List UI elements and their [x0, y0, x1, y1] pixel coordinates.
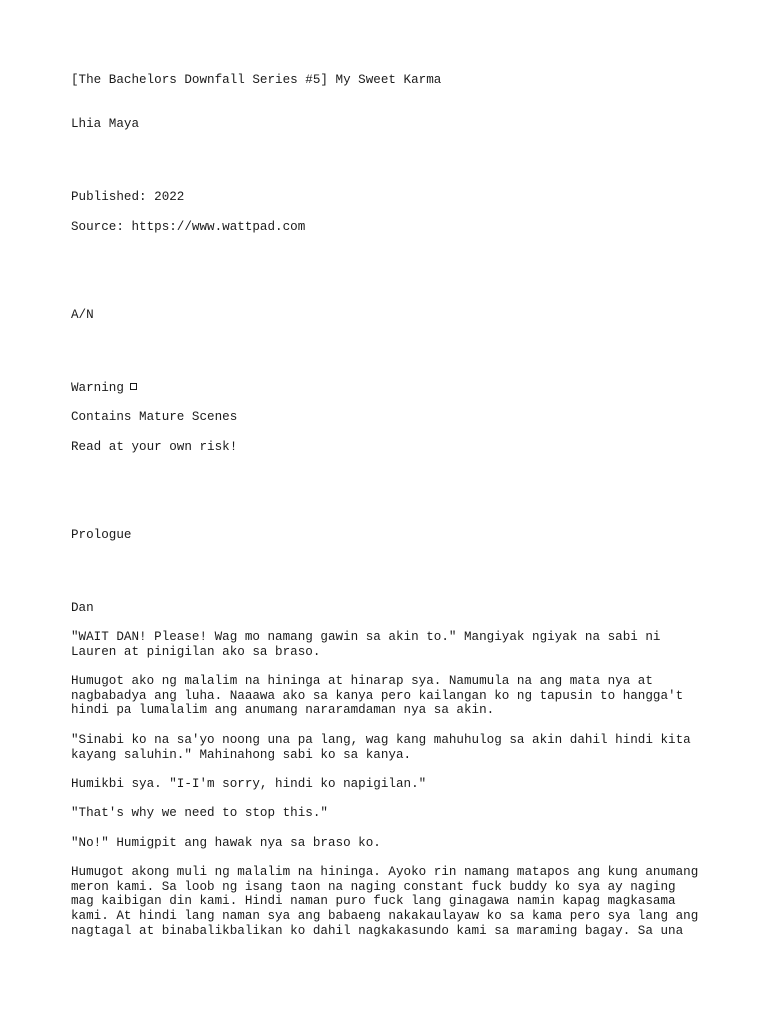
source-line: Source: https://www.wattpad.com — [71, 220, 306, 234]
paragraph: Humugot akong muli ng malalim na hininga. Ayoko rin namang matapos ang kung anumang meron kami. Sa loob ng isang taon na naging constant fuck buddy ko sya ay naging mag kaibigan din kami. Hindi naman puro fuck lang ginagawa namin kapag magkasama kami. At hindi lang naman sya ang babaeng nakakaulayaw ko sa kama pero sya lang ang nagtagal at binabalikbalikan ko dahil nagkakasundo kami sa maraming bagay. Sa una — [71, 865, 699, 938]
warning-icon — [130, 383, 137, 390]
published-line: Published: 2022 — [71, 190, 185, 204]
paragraph: Humikbi sya. "I-I'm sorry, hindi ko napigilan." — [71, 777, 427, 791]
chapter-heading: Prologue — [71, 528, 132, 542]
paragraph: "Sinabi ko na sa'yo noong una pa lang, wag kang mahuhulog sa akin dahil hindi kita kayang saluhin." Mahinahong sabi ko sa kanya. — [71, 733, 691, 762]
author-note-heading: A/N — [71, 308, 94, 322]
paragraph: Humugot ako ng malalim na hininga at hinarap sya. Namumula na ang mata nya at nagbabadya ang luha. Naaawa ako sa kanya pero kailangan ko ng tapusin to hangga't hindi pa lumalalim ang anumang nararamdaman nya sa akin. — [71, 674, 684, 718]
paragraph: "WAIT DAN! Please! Wag mo namang gawin sa akin to." Mangiyak ngiyak na sabi ni Lauren at pinigilan ako sa braso. — [71, 630, 661, 659]
paragraph: "That's why we need to stop this." — [71, 806, 328, 820]
pov-label: Dan — [71, 601, 94, 615]
risk-notice: Read at your own risk! — [71, 440, 238, 454]
author-name: Lhia Maya — [71, 117, 140, 131]
mature-notice: Contains Mature Scenes — [71, 410, 238, 424]
warning-line — [71, 381, 711, 396]
warning-label: Warning — [71, 381, 124, 395]
paragraph: "No!" Humigpit ang hawak nya sa braso ko. — [71, 836, 381, 850]
book-title: [The Bachelors Downfall Series #5] My Sweet Karma — [71, 73, 442, 87]
